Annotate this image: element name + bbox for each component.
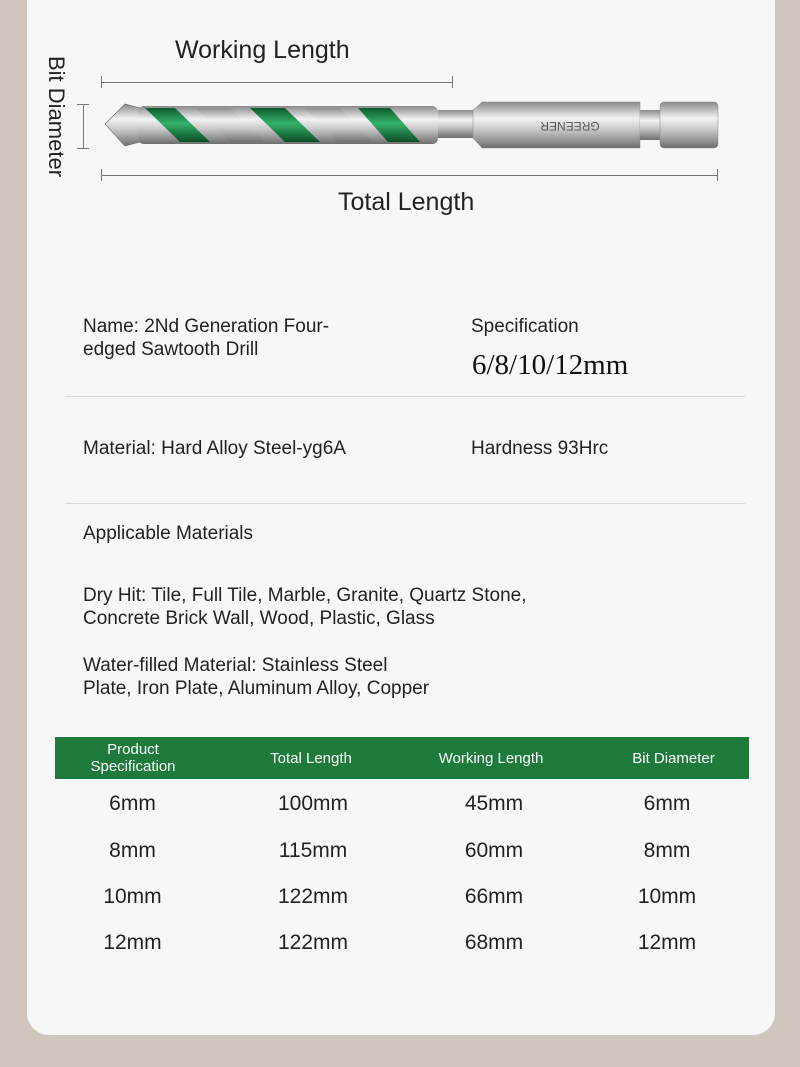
material-text: Material: Hard Alloy Steel-yg6A	[83, 438, 346, 459]
water-filled-line-1: Water-filled Material: Stainless Steel	[83, 655, 388, 676]
spec-table-header	[55, 737, 749, 779]
applicable-materials-title: Applicable Materials	[83, 523, 254, 544]
working-length-line	[101, 82, 453, 83]
drill-bit-image	[100, 96, 725, 158]
divider-2	[65, 503, 745, 504]
total-length-tick-right	[717, 169, 718, 181]
specification-value: 6/8/10/12mm	[472, 349, 629, 381]
table-cell: 6mm	[109, 792, 156, 815]
total-length-line	[101, 175, 718, 176]
table-cell: 115mm	[278, 839, 348, 862]
working-length-label: Working Length	[175, 36, 350, 64]
table-cell: 12mm	[637, 931, 697, 954]
table-cell: 10mm	[637, 885, 697, 908]
name-line-2: edged Sawtooth Drill	[83, 339, 259, 360]
table-cell: 6mm	[643, 792, 691, 815]
header-working-length: Working Length	[438, 749, 544, 767]
table-cell: 10mm	[103, 885, 162, 908]
bit-diameter-tick-bottom	[77, 148, 89, 149]
total-length-tick-left	[101, 169, 102, 181]
divider-1	[65, 396, 745, 397]
header-product-specification	[55, 737, 211, 779]
header-bit-diameter: Bit Diameter	[632, 749, 715, 767]
table-cell: 66mm	[464, 885, 524, 908]
working-length-tick-right	[452, 76, 453, 88]
header-product-line-2: Specification	[90, 758, 176, 775]
working-length-tick-left	[101, 76, 102, 88]
table-cell: 122mm	[277, 885, 349, 908]
table-cell: 122mm	[277, 931, 349, 954]
specification-label: Specification	[471, 316, 579, 337]
bit-diameter-line	[83, 105, 84, 149]
shank-brand: GREENER	[540, 119, 600, 133]
table-cell: 60mm	[464, 839, 524, 862]
bit-diameter-label: Bit Diameter	[44, 56, 69, 178]
dry-hit-line-1: Dry Hit: Tile, Full Tile, Marble, Granite, Quartz Stone,	[83, 585, 527, 606]
name-line-1: Name: 2Nd Generation Four-	[83, 316, 330, 337]
total-length-label: Total Length	[338, 188, 475, 216]
hardness-text: Hardness 93Hrc	[471, 438, 609, 459]
table-cell: 12mm	[103, 931, 162, 954]
header-product-line-1: Product	[107, 741, 159, 758]
dry-hit-line-2: Concrete Brick Wall, Wood, Plastic, Glass	[83, 608, 435, 629]
table-cell: 8mm	[109, 839, 156, 862]
header-total-length: Total Length	[270, 749, 352, 767]
table-cell: 100mm	[277, 792, 349, 815]
bit-diameter-tick-top	[77, 104, 89, 105]
water-filled-line-2: Plate, Iron Plate, Aluminum Alloy, Copper	[83, 678, 430, 699]
table-cell: 68mm	[464, 931, 524, 954]
table-cell: 8mm	[643, 839, 691, 862]
table-cell: 45mm	[464, 792, 524, 815]
